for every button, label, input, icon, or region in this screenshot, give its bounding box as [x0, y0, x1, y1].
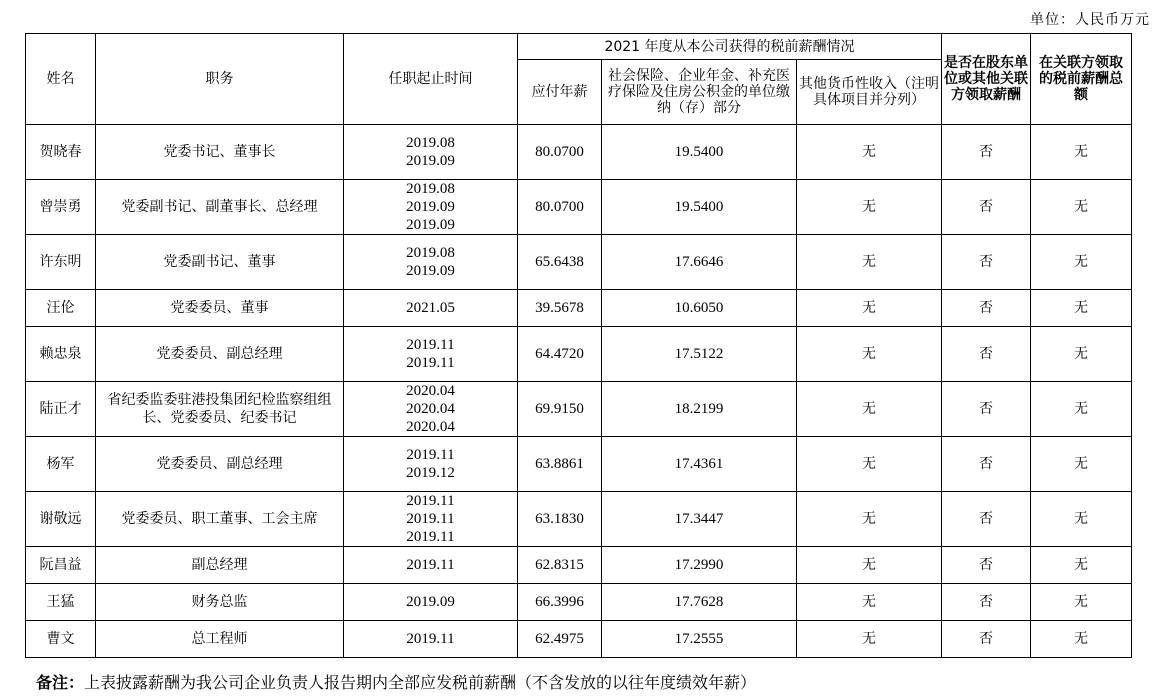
- cell-shareholder-pay: 否: [942, 382, 1031, 437]
- cell-social-insurance: 17.3447: [602, 492, 797, 547]
- cell-position: 党委副书记、董事: [96, 235, 344, 290]
- cell-salary: 80.0700: [518, 180, 602, 235]
- footnote-label: 备注：: [36, 673, 85, 692]
- cell-position: 党委委员、职工董事、工会主席: [96, 492, 344, 547]
- cell-name: 杨军: [26, 437, 96, 492]
- table-row: [26, 327, 1132, 382]
- tenure-date: 2020.04: [406, 401, 455, 417]
- cell-position: 财务总监: [96, 584, 344, 621]
- cell-shareholder-pay: 否: [942, 584, 1031, 621]
- cell-other-income: 无: [797, 547, 942, 584]
- cell-related-pay: 无: [1031, 547, 1132, 584]
- cell-salary: 39.5678: [518, 290, 602, 327]
- cell-other-income: 无: [797, 180, 942, 235]
- cell-tenure: [344, 125, 518, 180]
- cell-name: 许东明: [26, 235, 96, 290]
- cell-salary: 62.4975: [518, 621, 602, 658]
- cell-salary: 62.8315: [518, 547, 602, 584]
- cell-related-pay: 无: [1031, 382, 1132, 437]
- cell-salary: 69.9150: [518, 382, 602, 437]
- cell-related-pay: 无: [1031, 437, 1132, 492]
- tenure-date: 2019.08: [406, 245, 455, 261]
- tenure-date: 2019.09: [406, 217, 455, 233]
- cell-social-insurance: 19.5400: [602, 125, 797, 180]
- cell-social-insurance: 17.2555: [602, 621, 797, 658]
- cell-shareholder-pay: 否: [942, 547, 1031, 584]
- table-body: [26, 125, 1132, 658]
- cell-social-insurance: 17.5122: [602, 327, 797, 382]
- cell-related-pay: 无: [1031, 125, 1132, 180]
- table-row: [26, 584, 1132, 621]
- tenure-date: 2019.11: [406, 631, 455, 647]
- header-salary: 应付年薪: [518, 60, 602, 125]
- header-other-income: 其他货币性收入（注明具体项目并分列）: [797, 60, 942, 125]
- cell-tenure: [344, 584, 518, 621]
- cell-shareholder-pay: 否: [942, 492, 1031, 547]
- cell-shareholder-pay: 否: [942, 290, 1031, 327]
- cell-position: 党委委员、副总经理: [96, 327, 344, 382]
- tenure-date: 2021.05: [406, 300, 455, 316]
- cell-salary: 63.1830: [518, 492, 602, 547]
- cell-related-pay: 无: [1031, 584, 1132, 621]
- cell-name: 曾崇勇: [26, 180, 96, 235]
- cell-tenure: [344, 290, 518, 327]
- cell-shareholder-pay: 否: [942, 125, 1031, 180]
- cell-other-income: 无: [797, 382, 942, 437]
- cell-social-insurance: 18.2199: [602, 382, 797, 437]
- cell-position: 党委委员、董事: [96, 290, 344, 327]
- cell-name: 阮昌益: [26, 547, 96, 584]
- tenure-date: 2019.11: [406, 447, 455, 463]
- table-row: [26, 290, 1132, 327]
- tenure-date: 2019.11: [406, 557, 455, 573]
- cell-other-income: 无: [797, 290, 942, 327]
- header-related-pay: 在关联方领取的税前薪酬总额: [1031, 34, 1132, 125]
- tenure-date: 2019.09: [406, 199, 455, 215]
- cell-tenure: [344, 621, 518, 658]
- tenure-date: 2019.11: [406, 529, 455, 545]
- tenure-date: 2020.04: [406, 419, 455, 435]
- cell-social-insurance: 17.7628: [602, 584, 797, 621]
- header-compensation-group: 2021 年度从本公司获得的税前薪酬情况: [518, 34, 942, 60]
- tenure-date: 2020.04: [406, 383, 455, 399]
- cell-name: 陆正才: [26, 382, 96, 437]
- table-row: [26, 547, 1132, 584]
- tenure-date: 2019.09: [406, 263, 455, 279]
- cell-shareholder-pay: 否: [942, 437, 1031, 492]
- table-row: [26, 235, 1132, 290]
- cell-other-income: 无: [797, 327, 942, 382]
- cell-other-income: 无: [797, 584, 942, 621]
- cell-social-insurance: 10.6050: [602, 290, 797, 327]
- table-row: [26, 492, 1132, 547]
- header-tenure: 任职起止时间: [344, 34, 518, 125]
- cell-related-pay: 无: [1031, 621, 1132, 658]
- cell-social-insurance: 17.2990: [602, 547, 797, 584]
- table-row: [26, 180, 1132, 235]
- cell-name: 曹文: [26, 621, 96, 658]
- cell-related-pay: 无: [1031, 290, 1132, 327]
- cell-tenure: [344, 180, 518, 235]
- cell-shareholder-pay: 否: [942, 235, 1031, 290]
- header-social-insurance: 社会保险、企业年金、补充医疗保险及住房公积金的单位缴纳（存）部分: [602, 60, 797, 125]
- tenure-date: 2019.11: [406, 493, 455, 509]
- header-name: 姓名: [26, 34, 96, 125]
- cell-tenure: [344, 437, 518, 492]
- cell-social-insurance: 19.5400: [602, 180, 797, 235]
- tenure-date: 2019.09: [406, 153, 455, 169]
- tenure-date: 2019.11: [406, 511, 455, 527]
- cell-name: 汪伦: [26, 290, 96, 327]
- tenure-date: 2019.09: [406, 594, 455, 610]
- cell-other-income: 无: [797, 125, 942, 180]
- footnote-text: 上表披露薪酬为我公司企业负责人报告期内全部应发税前薪酬（不含发放的以往年度绩效年薪）: [84, 673, 757, 692]
- cell-position: 党委委员、副总经理: [96, 437, 344, 492]
- unit-label: 单位：人民币万元: [1030, 12, 1150, 28]
- header-shareholder-pay: 是否在股东单位或其他关联方领取薪酬: [942, 34, 1031, 125]
- tenure-date: 2019.11: [406, 355, 455, 371]
- cell-related-pay: 无: [1031, 492, 1132, 547]
- cell-name: 赖忠泉: [26, 327, 96, 382]
- tenure-date: 2019.11: [406, 337, 455, 353]
- cell-tenure: [344, 235, 518, 290]
- cell-other-income: 无: [797, 492, 942, 547]
- tenure-date: 2019.08: [406, 135, 455, 151]
- cell-salary: 66.3996: [518, 584, 602, 621]
- cell-position: 党委副书记、副董事长、总经理: [96, 180, 344, 235]
- cell-tenure: [344, 327, 518, 382]
- cell-tenure: [344, 382, 518, 437]
- table-row: [26, 125, 1132, 180]
- cell-other-income: 无: [797, 437, 942, 492]
- table-row: [26, 382, 1132, 437]
- cell-tenure: [344, 492, 518, 547]
- cell-salary: 65.6438: [518, 235, 602, 290]
- footnote: [36, 670, 756, 693]
- table-row: [26, 437, 1132, 492]
- cell-shareholder-pay: 否: [942, 621, 1031, 658]
- compensation-table: [25, 33, 1132, 658]
- cell-shareholder-pay: 否: [942, 180, 1031, 235]
- cell-position: 党委书记、董事长: [96, 125, 344, 180]
- header-position: 职务: [96, 34, 344, 125]
- cell-other-income: 无: [797, 235, 942, 290]
- cell-name: 谢敬远: [26, 492, 96, 547]
- cell-social-insurance: 17.4361: [602, 437, 797, 492]
- tenure-date: 2019.08: [406, 181, 455, 197]
- cell-name: 王猛: [26, 584, 96, 621]
- cell-tenure: [344, 547, 518, 584]
- cell-other-income: 无: [797, 621, 942, 658]
- cell-social-insurance: 17.6646: [602, 235, 797, 290]
- cell-related-pay: 无: [1031, 180, 1132, 235]
- cell-related-pay: 无: [1031, 327, 1132, 382]
- cell-related-pay: 无: [1031, 235, 1132, 290]
- table-row: [26, 621, 1132, 658]
- tenure-date: 2019.12: [406, 465, 455, 481]
- cell-position: 省纪委监委驻港投集团纪检监察组组长、党委委员、纪委书记: [96, 382, 344, 437]
- cell-position: 副总经理: [96, 547, 344, 584]
- cell-salary: 64.4720: [518, 327, 602, 382]
- cell-position: 总工程师: [96, 621, 344, 658]
- cell-salary: 80.0700: [518, 125, 602, 180]
- cell-shareholder-pay: 否: [942, 327, 1031, 382]
- cell-salary: 63.8861: [518, 437, 602, 492]
- cell-name: 贺晓春: [26, 125, 96, 180]
